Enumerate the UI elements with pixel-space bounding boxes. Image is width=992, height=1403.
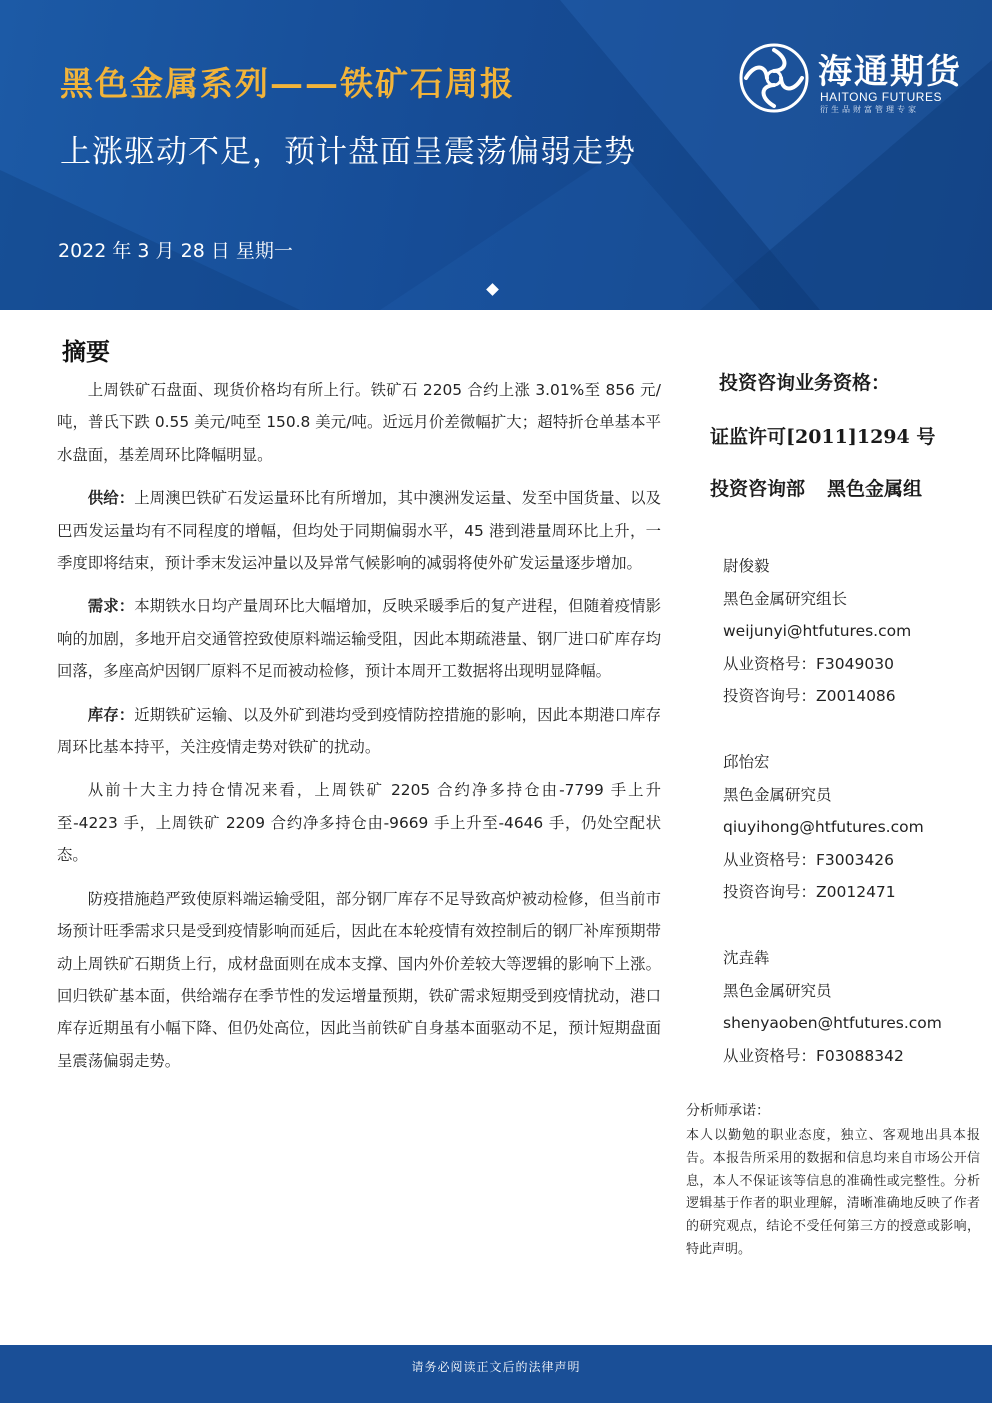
report-headline: 上涨驱动不足，预计盘面呈震荡偏弱走势 [60,134,636,170]
analyst-consult-number: 投资咨询号：Z0014086 [723,687,896,705]
summary-heading: 摘要 [62,337,110,366]
summary-paragraph: 防疫措施趋严致使原料端运输受阻，部分钢厂库存不足导致高炉被动检修，但当前市场预计旺季需求只是受到疫情影响而延后，因此在本轮疫情有效控制后的钢厂补库预期带动上周铁矿石期货上行，成材盘面则在成本支撑、国内外价差较大等逻辑的影响下上涨。回归铁矿基本面，供给端存在季节性的发运增量预期，铁矿需求短期受到疫情扰动，港口库存近期虽有小幅下降、但仍处高位，因此当前铁矿自身基本面驱动不足，预计短期盘面呈震荡偏弱走势。 [57,889,661,1070]
analyst-email[interactable]: shenyaoben@htfutures.com [723,1014,942,1032]
summary-paragraph-inventory: 库存：近期铁矿运输、以及外矿到港均受到疫情防控措施的影响，因此本期港口库存周环比基本持平，关注疫情走势对铁矿的扰动。 [57,705,661,757]
summary-paragraph-supply: 供给：上周澳巴铁矿石发运量环比有所增加，其中澳洲发运量、发至中国货量、以及巴西发运量均有不同程度的增幅，但均处于同期偏弱水平，45 港到港量周环比上升，一季度即将结束，预计季末发运冲量以及异常气候影响的减弱将使外矿发运量逐步增加。 [57,489,661,573]
analyst-email[interactable]: weijunyi@htfutures.com [723,622,912,640]
analyst-card [723,746,924,909]
analyst-card [723,550,911,713]
analyst-name: 邱怡宏 [723,753,770,771]
summary-paragraph: 上周铁矿石盘面、现货价格均有所上行。铁矿石 2205 合约上涨 3.01%至 856 元/吨，普氏下跌 0.55 美元/吨至 150.8 美元/吨。近远月价差微幅扩大；超特折仓单基本平水盘面，基差周环比降幅明显。 [57,381,661,464]
group-name: 黑色金属组 [827,478,923,500]
analyst-pledge-text: 本人以勤勉的职业态度，独立、客观地出具本报告。本报告所采用的数据和信息均来自市场公开信息，本人不保证该等信息的准确性或完整性。分析逻辑基于作者的职业理解，清晰准确地反映了作者的研究观点，结论不受任何第三方的授意或影响，特此声明。 [686,1128,980,1257]
legal-notice-link[interactable]: 请务必阅读正文后的法律声明 [411,1360,581,1374]
logo-name-cn: 海通期货 [818,52,962,92]
analyst-title: 黑色金属研究员 [723,785,832,804]
logo-name-en: HAITONG FUTURES [820,90,942,104]
analyst-practice-number: 从业资格号：F03088342 [723,1046,904,1065]
analyst-practice-number: 从业资格号：F3003426 [723,850,894,869]
header-banner [0,0,992,310]
analyst-email[interactable]: qiuyihong@htfutures.com [723,818,924,836]
haitong-logo [738,40,962,120]
footer-bar [0,1345,992,1403]
analyst-consult-number: 投资咨询号：Z0012471 [723,883,896,901]
report-date: 2022 年 3 月 28 日 星期一 [58,240,293,262]
analyst-name: 沈垚犇 [723,949,770,967]
analyst-title: 黑色金属研究员 [723,981,832,1000]
summary-body [57,374,661,1088]
license-number: 证监许可[2011]1294 号 [710,426,936,448]
paragraph-lead: 供给： [87,489,135,508]
department-name: 投资咨询部 [710,478,806,500]
qualification-title: 投资咨询业务资格： [719,372,891,394]
summary-paragraph: 从前十大主力持仓情况来看，上周铁矿 2205 合约净多持仓由-7799 手上升至-4223 手，上周铁矿 2209 合约净多持仓由-9669 手上升至-4646 手，仍处空配状态。 [57,781,661,865]
department-line [710,474,922,501]
analyst-name: 尉俊毅 [723,557,770,575]
paragraph-lead: 需求： [87,597,135,616]
logo-slogan: 衍生品财富管理专家 [820,105,919,114]
analyst-card [723,942,942,1072]
haitong-logo-mark [738,42,810,114]
analyst-practice-number: 从业资格号：F3049030 [723,654,894,673]
summary-paragraph-demand: 需求：本期铁水日均产量周环比大幅增加，反映采暖季后的复产进程，但随着疫情影响的加剧，多地开启交通管控致使原料端运输受阻，因此本期疏港量、钢厂进口矿库存均回落，多座高炉因钢厂原料不足而被动检修，预计本周开工数据将出现明显降幅。 [57,597,661,681]
series-title: 黑色金属系列——铁矿石周报 [60,64,515,103]
paragraph-lead: 库存： [87,705,135,724]
analyst-pledge-title: 分析师承诺： [686,1103,770,1119]
analyst-title: 黑色金属研究组长 [723,589,848,608]
